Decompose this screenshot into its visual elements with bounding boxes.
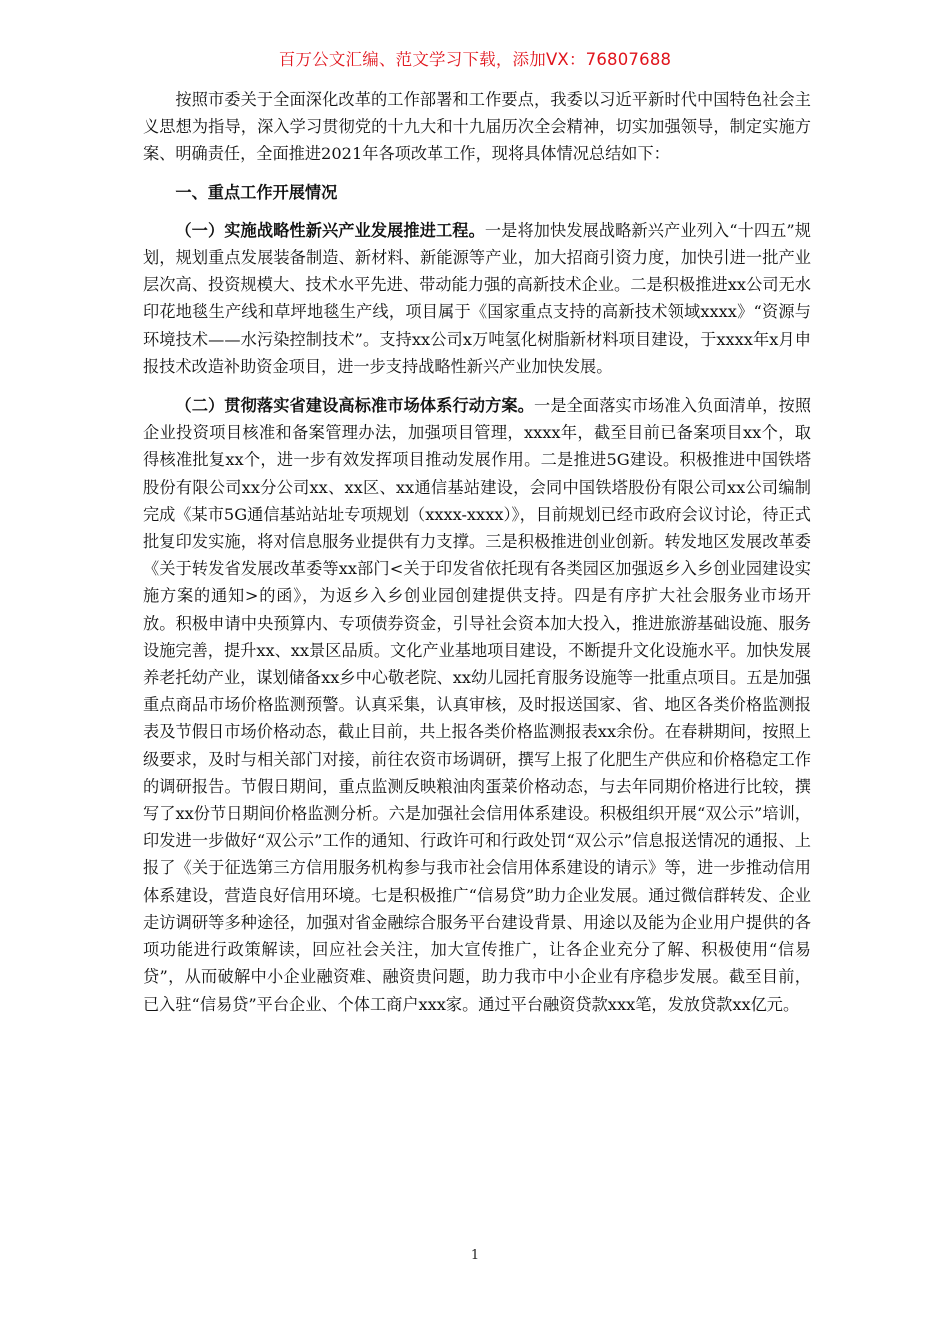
page-number: 1 — [470, 1248, 480, 1263]
subsection-paragraph-1 — [143, 217, 811, 380]
subsection-body-2: 一是全面落实市场准入负面清单，按照企业投资项目核准和备案管理办法，加强项目管理，xxxx年，截至目前已备案项目xx个，取得核准批复xx个，进一步有效发挥项目推动发展作用。二是推进5G建设。积极推进中国铁塔股份有限公司xx分公司xx、xx区、xx通信基站建设，会同中国铁塔股份有限公司xx公司编制完成《某市5G通信基站站址专项规划（xxxx-xxxx）》，目前规划已经市政府会议讨论，待正式批复印发实施，将对信息服务业提供有力支撑。三是积极推进创业创新。转发地区发展改革委《关于转发省发展改革委等xx部门<关于印发省依托现有各类园区加强返乡入乡创业园建设实施方案的通知>的函》，为返乡入乡创业园创建提供支持。四是有序扩大社会服务业市场开放。积极申请中央预算内、专项债券资金，引导社会资本加大投入，推进旅游基础设施、服务设施完善，提升xx、xx景区品质。文化产业基地项目建设，不断提升文化设施水平。加快发展养老托幼产业，谋划储备xx乡中心敬老院、xx幼儿园托育服务设施等一批重点项目。五是加强重点商品市场价格监测预警。认真采集，认真审核，及时报送国家、省、地区各类价格监测报表及节假日市场价格动态，截止目前，共上报各类价格监测报表xx余份。在春耕期间，按照上级要求，及时与相关部门对接，前往农资市场调研，撰写上报了化肥生产供应和价格稳定工作的调研报告。节假日期间，重点监测反映粮油肉蛋菜价格动态，与去年同期价格进行比较，撰写了xx份节日期间价格监测分析。六是加强社会信用体系建设。积极组织开展“双公示”培训，印发进一步做好“双公示”工作的通知、行政许可和行政处罚“双公示”信息报送情况的通报、上报了《关于征选第三方信用服务机构参与我市社会信用体系建设的请示》等，进一步推动信用体系建设，营造良好信用环境。七是积极推广“信易贷”助力企业发展。通过微信群转发、企业走访调研等多种途径，加强对省金融综合服务平台建设背景、用途以及能为企业用户提供的各项功能进行政策解读，回应社会关注，加大宣传推广，让各企业充分了解、积极使用“信易贷”，从而破解中小企业融资难、融资贵问题，助力我市中小企业有序稳步发展。截至目前，已入驻“信易贷”平台企业、个体工商户xxx家。通过平台融资贷款xxx笔，发放贷款xx亿元。 — [143, 396, 812, 1014]
subsection-title-2: （二）贯彻落实省建设高标准市场体系行动方案。 — [175, 396, 535, 416]
document-body — [143, 86, 811, 1018]
section-heading: 一、重点工作开展情况 — [175, 182, 338, 202]
subsection-paragraph-2 — [143, 392, 811, 1018]
watermark-banner: 百万公文汇编、范文学习下载，添加VX：76807688 — [278, 50, 672, 69]
subsection-body-1: 一是将加快发展战略新兴产业列入“十四五”规划，规划重点发展装备制造、新材料、新能源等产业，加大招商引资力度，加快引进一批产业层次高、投资规模大、技术水平先进、带动能力强的高新技术企业。二是积极推进xx公司无水印花地毯生产线和草坪地毯生产线，项目属于《国家重点支持的高新技术领域xxxx》“资源与环境技术——水污染控制技术”。支持xx公司x万吨氢化树脂新材料项目建设，于xxxx年x月申报技术改造补助资金项目，进一步支持战略性新兴产业加快发展。 — [143, 220, 811, 376]
intro-paragraph: 按照市委关于全面深化改革的工作部署和工作要点，我委以习近平新时代中国特色社会主义思想为指导，深入学习贯彻党的十九大和十九届历次全会精神，切实加强领导，制定实施方案、明确责任，全面推进2021年各项改革工作，现将具体情况总结如下： — [143, 90, 811, 164]
subsection-title-1: （一）实施战略性新兴产业发展推进工程。 — [175, 220, 485, 240]
